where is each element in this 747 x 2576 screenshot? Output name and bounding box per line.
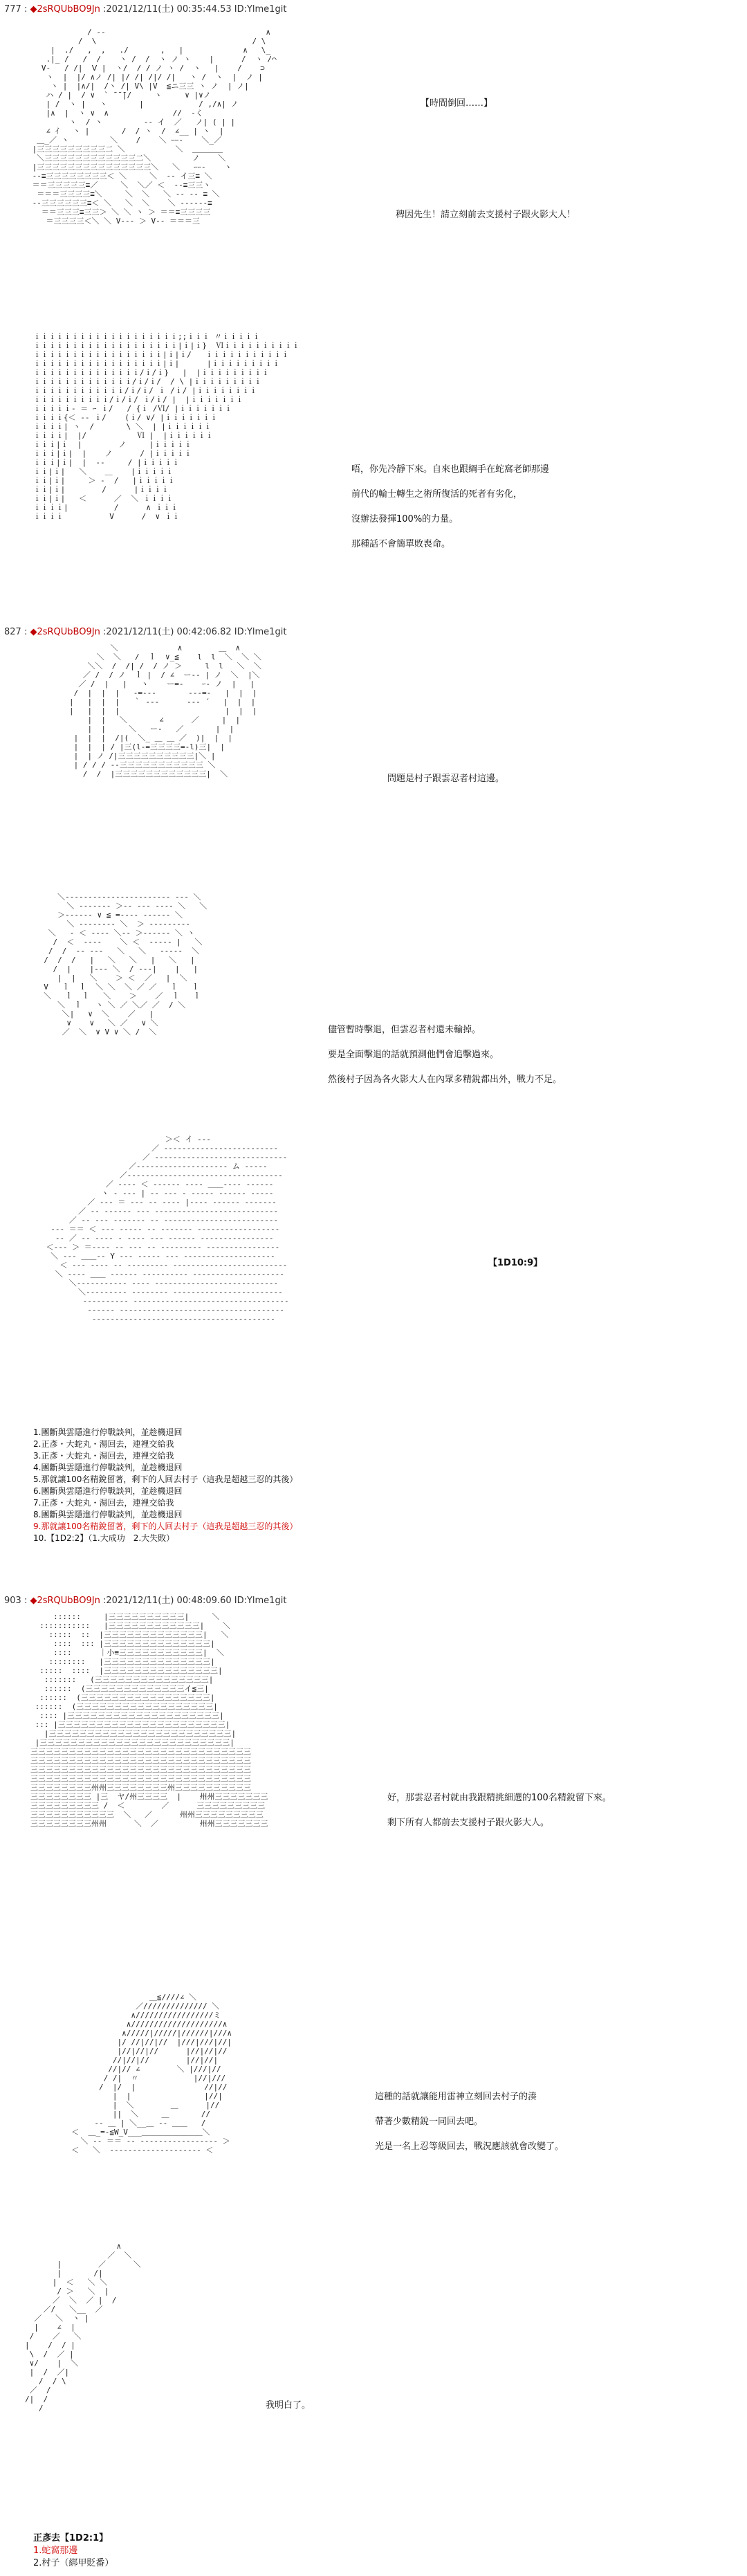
dialogue-line: 稗因先生！請立刻前去支援村子跟火影大人！ <box>396 210 576 220</box>
post-header: 777 : ◆2sRQUbBO9Jn :2021/12/11(土) 00:35:44.53 ID:Ylme1git <box>4 4 287 15</box>
ascii-art-figure: / ‐‐ ∧ / \ / \ | ./ , , ./ , | ∧ \_ .|_ / / / ヽ / / ヽ ノ ヽ | / ヽ /⌒ V‐ / /| Ⅴ | ヽ/ / / ノ ヽ / ヽ | / ⊃ ヽ | |/ ∧ノ /| |/ /| /|/ /| ヽ / ヽ | ノ | ヽ | |∧/| /ヽ /| V\ |V ≦ニ三三 ヽ ノ | ノ| ハ / | / ∨ ` ̄ ̄ ̄|/ ヽ ∨ |∨ノ | / ヽ | ヽ | / ,/∧| ノ |∧ | ヽ ∨ ∧ // ‐く ヽ / ヽ ‐‐ イ ／ ノ| ( | | ∠ ｲ ヽ | / / ヽ / ∠__ | ヽ | ＿_／ ヽ ＼ / ＼ ｰｰ‐ ＼_／ |三三三三三三三三三二 ＼ ＼ ＿＿＿＿ ＼三三三三三三三三三三三三二＼ ノ ＼ |三三三三三三三三三三三三三三三＼ ＼ ｰｰ‐ ヽ ‐‐≡三三三三三三三三＜ ＼ ＼ ‐‐ イ三≡ ＼ ＝＝三三三三三≡／ ＼ ＼／ ＜ ‐‐≡三三ヽ ＝＝＝三三三三≡＼ ＼ ＼ ＼ ‐‐ ‐‐ ≡ ＼ ‐‐三三三三三三≡＜ ＼ ＼ ＼ ＼ ‐‐‐‐‐‐≡ ＝＝三三三≡三三＞ ＼ ＼ ヽ ＞ ＝＝≡三三三三 ＝三三三三＜＼ ＼ V‐‐‐ ＞ V‐‐ ＝＝＝三 <box>32 28 277 226</box>
dialogue-block <box>375 2090 564 2164</box>
ascii-art-figure: ｉｉｉｉｉｉｉｉｉｉｉｉｉｉｉｉｉｉｉ;;ｉｉｉ 〃ｉｉｉｉｉ ｉｉｉｉｉｉｉｉｉｉｉｉｉｉｉｉｉｉｉ|ｉ|ｉ} Ⅵｉｉｉｉｉｉｉｉｉｉ ｉｉｉｉｉｉｉｉｉｉｉｉｉｉｉｉｉ|ｉ|ｉ/ ｉｉｉｉｉｉｉｉｉｉｉ ｉｉｉｉｉｉｉｉｉｉｉｉｉｉｉｉｉ|ｉ| |ｉｉｉｉｉｉｉｉｉ ｉｉｉｉｉｉｉｉｉｉｉｉｉｉ/ｉ/ｉ} | |ｉｉｉｉｉｉｉｉｉ ｉｉｉｉｉｉｉｉｉｉｉｉｉ/ｉ/ｉ/ / \ |ｉｉｉｉｉｉｉｉｉ ｉｉｉｉｉｉｉｉｉｉｉｉ/ｉ/ｉ/ ｉ /ｉ/ |ｉｉｉｉｉｉｉｉ ｉｉｉｉｉｉｉｉｉｉ/ｉ/ｉ/ ｉ/ｉ/ | |ｉｉｉｉｉｉｉ ｉｉｉｉｉ‐ ＝ ｰ ｉ/ / {ｉ /Ⅵ/ |ｉｉｉｉｉｉｉ ｉｉｉｉ{＜ ‐‐ ｉ/ (ｉ/ ∨/ |ｉｉｉｉｉｉｉ ｉｉｉｉ| ヽ / \ ＼ | |ｉｉｉｉｉｉ ｉｉｉｉ| |/ Ⅵ | |ｉｉｉｉｉｉ ｉｉｉ|ｉ | ノ |ｉｉｉｉｉ ｉｉｉ|ｉ| | ノ / |ｉｉｉｉｉ ｉｉｉ|ｉ| | ‐‐ / |ｉｉｉｉｉ ｉｉ|ｉ| ＼ ＿ |ｉｉｉｉｉ ｉｉ|ｉ| ＞ ‐ / |ｉｉｉｉｉ ｉｉ|ｉ| / |ｉｉｉｉ ｉｉ|ｉ| ＜ ／ ＼ ｉｉｉｉ ｉｉｉｉ| / ∧ ｉｉｉ ｉｉｉｉ V / ∨ ｉｉ <box>33 332 300 521</box>
diamond-icon: ◆ <box>30 1596 37 1606</box>
choice-item: 5.那就讓100名精銳留著，剩下的人回去村子（這我是超越三忍的其後） <box>33 1474 298 1484</box>
ascii-art-figure: ＼ ∧ ＿ ∧ ＼ ＼ / ｌ ∨_≦ l l ＼ ＼ ＼ ＼＼ / /| / / ノ ＞ l l ＼ ＼ ／ / / ノ ｌ | / ∠ ー‐‐ | ノ ＼ |＼ ／ / | | ヽ ー=‐ ｰ- ノ | | / | | | -=‐‐‐ ‐‐-=- | | | | | | | ｀ ‐‐‐ ‐‐‐ ´ | | | | | | | | | | | | ＼ ∠ ／ | | | | ＼ ー‐ ／ | | | | | /|( ＼_ ＿ ＿ ／ )| | | | | | / |三(l‐=三三三三=‐l)三| | | | ノ /|三三三三三三三三三三|＼ | | / / / ‐‐三三三三三三三三三三三 ＼ / / |三三三三三三三三三三三三| ＼ <box>69 643 261 778</box>
diamond-icon: ◆ <box>30 627 37 637</box>
result-option-selected: 1.蛇窩那邊 <box>33 2546 78 2556</box>
post-trip: 2sRQUbBO9Jn <box>37 4 100 15</box>
dialogue-line: 這種的話就讓能用雷神立刻回去村子的湊 <box>375 2092 537 2102</box>
dialogue-block <box>387 1791 611 1840</box>
ascii-art-figure: :::::: |三三三三三三三三三三| ＼ ::::::::::: |三三三三三三三三三三三三| ＼ ::::: :: |三三三三三三三三三三三三三| ＼ :::: ::: |三三三三三三三三三三三三三三| :::: ｜小≡三三三三三三三三三三三| ＼ :::::::: |三三三三三三三三三三三三三三| ::::: :::: |三三三三三三三三三三三三三三三| ::::::: (三三三三三三三三三三三三三三三| :::::: (三三三三三三三三三三三三三イ≦三| :::::: (三三三三三三三三三三三三三三三三三| :::::: (三三三三三三三三三三三三三三三三三三| :::: |三三三三三三三三三三三三三三三三三三三三| ::: |三三三三三三三三三三三三三三三三三三三三三三| |三三三三三三三三三三三三三三三三三三三三三三三三| |三三三三三三三三三三三三三三三三三三三三三三三三三| 三三三三三三三三三三三三三三三三三三三三三三三三三三三三三 三三三三三三三三三三三三三三三三三三三三三三三三三三三三三 三三三三三三三三三三三三三三三三三三三三三三三三三三三三三 三三三三三三三三三三三三三三三三三三三三三三三三三三三三三 三三三三三三三三州州三三三三三三三三州三三三三三三三三三三 三三三三三三三三 |三 ヤ/州三三三三 | 州州三三三三三三三 三三三三三三三三三 / ＜ ／ 三三三三三三三三三 三三三三三三三三三三三 ＼ ／ 州州三三三三三三三三三 三三三三三三三三州州 ＼ ／ 州州三三三三三三三 <box>30 1612 268 1828</box>
dialogue-line: 要是全面擊退的話就預測他們會追擊過來。 <box>328 1050 499 1060</box>
dialogue-line: 沒辦法發揮100%的力量。 <box>351 514 459 524</box>
dialogue-line: 前代的輪士轉生之術所復活的死者有劣化， <box>351 489 523 500</box>
dialogue-line: 剩下所有人都前去支援村子跟火影大人。 <box>387 1818 550 1828</box>
dialogue-line: 帶著少數精銳一同回去吧。 <box>375 2117 483 2127</box>
dice-result: 10.【1D2:2】（1.大成功 2.大失敗） <box>33 1533 175 1543</box>
dialogue-block <box>266 2398 311 2422</box>
dialogue-block <box>351 462 549 562</box>
dialogue-line: 唔，你先冷靜下來。自來也跟綱手在蛇窩老師那邊 <box>351 464 550 475</box>
post-trip: 2sRQUbBO9Jn <box>37 1596 100 1606</box>
ascii-art-figure: ＞＜ イ ‐‐‐ ／ ‐‐‐‐‐‐‐‐‐‐‐‐‐‐‐‐‐‐‐‐‐‐‐‐‐ ／ ‐‐‐‐‐‐‐‐‐‐‐‐‐‐‐‐‐‐‐‐‐‐‐‐‐‐‐‐‐ ／‐‐‐‐‐‐‐‐‐‐‐‐‐‐‐‐‐‐‐‐ ム ‐‐‐‐‐ ／‐‐‐‐‐‐‐‐‐‐‐‐‐‐‐‐‐‐‐‐‐‐‐‐‐‐‐‐‐‐‐‐‐‐ ／ ‐‐‐‐ ＜ ‐‐‐‐‐‐ ‐‐‐‐ ＿＿‐‐‐‐ ‐‐‐‐‐‐ ヽ ‐ ‐‐‐ | ‐‐ ‐‐‐ ‐ ‐‐‐‐‐ ‐‐‐‐‐‐ ‐‐‐‐‐ ／ ‐‐‐ ＝ ‐‐‐ ‐‐ ‐‐‐‐ |‐‐‐‐ ‐‐‐‐‐‐ ‐‐‐‐‐‐‐ ／ ‐‐ ‐‐‐‐‐‐ ‐‐‐ ‐‐‐‐‐‐‐‐‐‐‐‐‐‐‐‐‐‐‐‐‐‐‐‐‐‐‐ ／ ‐‐ ‐‐‐ ‐‐‐‐‐‐‐ ‐‐ ‐‐‐‐‐‐‐‐‐‐‐‐‐‐‐‐‐‐‐‐‐‐‐‐‐ ‐‐‐ ＝＝ ＜ ‐‐‐ ‐‐‐‐‐ ‐‐ ‐‐‐‐‐‐‐ ‐‐‐‐‐‐‐‐‐‐‐‐‐‐‐‐‐‐ ‐‐ ／ ‐‐ ‐‐‐‐ ‐ ‐‐‐‐ ‐‐‐ ‐‐‐‐‐‐ ‐‐‐‐‐‐‐‐‐‐‐‐‐‐‐‐ ＜‐‐‐ ＞ ＝‐‐‐‐ ‐‐ ‐‐‐ ‐‐ ‐‐‐‐‐‐‐‐‐ ‐‐‐‐‐‐‐‐‐‐‐‐‐‐‐‐ ＼ ‐‐‐ ＿＿‐‐ Y ‐‐‐ ‐‐‐‐‐ ‐‐‐ ‐‐‐‐‐‐‐‐‐‐‐‐‐‐‐‐‐‐‐‐ ＜ ‐‐‐ ‐‐‐‐ ‐‐ ‐‐‐‐‐‐‐‐‐ ‐‐‐‐‐‐‐‐‐‐‐‐‐‐‐‐‐‐‐‐‐‐‐‐‐ ＼ ‐‐‐‐ ＿＿ ‐‐‐‐‐‐ ‐‐‐‐‐‐‐‐‐‐ ‐‐‐‐‐‐‐‐‐‐‐‐‐‐‐‐‐‐‐‐ ＼‐‐‐‐‐‐‐‐‐‐‐ ‐‐‐‐ ‐‐‐‐‐‐‐‐‐‐‐‐‐‐‐‐‐‐‐‐‐‐‐‐‐‐‐ ＼‐‐‐‐‐‐‐‐‐ ‐‐‐‐‐‐‐‐ ‐‐‐‐‐‐‐‐‐‐‐‐‐‐‐‐‐‐‐‐‐‐‐‐ ‐‐‐‐‐‐‐‐‐‐ ‐‐‐‐‐‐‐‐‐‐‐‐‐‐‐‐‐‐‐‐‐‐‐‐‐‐‐‐‐‐‐‐‐‐ ‐‐‐‐‐‐ ‐‐‐‐‐‐‐‐‐‐‐‐‐‐‐‐‐‐‐‐‐‐‐‐‐‐‐‐‐‐‐‐‐‐‐‐ ‐‐‐‐‐‐‐‐‐‐‐‐‐‐‐‐‐‐‐‐‐‐‐‐‐‐‐‐‐‐‐‐‐‐‐‐‐‐‐‐ <box>46 1135 289 1324</box>
dialogue-line: 那種話不會簡單敗喪命。 <box>351 539 451 549</box>
dialogue-line: 好，那雲忍者村就由我跟精挑細選的100名精銳留下來。 <box>387 1793 611 1803</box>
choice-item: 1.團斷與雲隱進行停戰談判，並趁機退回 <box>33 1427 183 1437</box>
dice-label: 【1D10:9】 <box>488 1258 543 1268</box>
post-trip: 2sRQUbBO9Jn <box>37 627 100 637</box>
dialogue-line: 光是一名上忍等級回去，戰況應該就會改變了。 <box>375 2141 564 2152</box>
dialogue-block <box>396 208 575 231</box>
ascii-art-figure: ＼‐‐‐‐‐‐‐‐‐‐‐‐‐‐‐‐‐‐‐‐‐‐‐ ‐‐‐ ＼ ＼ ‐‐‐‐‐‐‐ ＞‐‐ ‐‐‐ ‐‐‐‐ ＼ ＼ ＞‐‐‐‐‐‐ ∨ ≦ =‐‐‐‐ ‐‐‐‐‐‐ ＼ ＼ ‐‐‐‐‐‐‐‐ ＼ ＞ ‐‐‐‐‐‐‐‐‐ ＼ ‐ ＜ ‐‐‐‐ ＼‐‐ ＞‐‐‐‐‐‐ ＼ ヽ / ＜ ‐‐‐‐ ＼ ＜ ‐‐‐‐‐ | ＼ / / ‐‐ ‐‐‐ ＼ ＼ ‐‐‐‐‐ ＼ / / / | ＼ ＼ | ＼ | / | |‐‐‐ ＼ / ‐‐‐| | | | | ＼ ＞ ＜ ／ | ＼ V ｌ ｌ ＼ ＼ ＼ ／ ／ ｌ ｌ ＼ ｌ ｌ ＼ ＞ ／ ｌ ｌ ＼ ｌ ヽ ＼ ／ ＼／ ／ / ＼ ＼| ∨ ＼ ／ | ∨ ∨ ＼ ／ ∨ ＼ ／ ＼ ∨ V ∨ ＼ / ＼ <box>44 893 208 1036</box>
dialogue-line: 然後村子因為各火影大人在內眾多精銳都出外，戰力不足。 <box>328 1075 562 1085</box>
result-title: 正彥去【1D2:1】 <box>33 2533 109 2543</box>
choice-item: 7.正彥・大蛇丸・湯回去，連裡交給我 <box>33 1498 174 1508</box>
choice-item: 8.團斷與雲隱進行停戰談判，並趁機退回 <box>33 1510 183 1519</box>
post-header: 827 : ◆2sRQUbBO9Jn :2021/12/11(土) 00:42:06.82 ID:Ylme1git <box>4 627 287 637</box>
dialogue-line: 問題是村子跟雲忍者村這邊。 <box>387 774 505 784</box>
dialogue-block <box>387 771 504 795</box>
choice-item: 4.團斷與雲隱進行停戰談判，並趁機退回 <box>33 1463 183 1472</box>
ascii-art-figure: ∧ ／ ＼ | ／ ＼ | /| | ＜ ＼ ＼ / ＞ ＼ | ／ ＼ ／ | / ／/ ＼__ ／ ／ ＼ ヽ | | ∠ | / ／ ＼ | / / | \ / ／ | ∨/ | ＼ | / ／| / / \ ／ / /| / / <box>25 2242 141 2413</box>
choice-list <box>33 1427 297 1544</box>
choice-item: 2.正彥・大蛇丸・湯回去，連裡交給我 <box>33 1439 174 1449</box>
diamond-icon: ◆ <box>30 4 37 15</box>
post-meta: 2021/12/11(土) 00:48:09.60 ID:Ylme1git <box>106 1596 287 1606</box>
choice-item-selected: 9.那就讓100名精銳留著，剩下的人回去村子（這我是超越三忍的其後） <box>33 1522 298 1531</box>
dialogue-block <box>328 1023 562 1097</box>
post-number[interactable]: 903 <box>4 1596 21 1606</box>
post-number[interactable]: 777 <box>4 4 21 15</box>
post-number[interactable]: 827 <box>4 627 21 637</box>
choice-item: 3.正彥・大蛇丸・湯回去，連裡交給我 <box>33 1451 174 1461</box>
choice-item: 6.團斷與雲隱進行停戰談判，並趁機退回 <box>33 1486 183 1496</box>
dialogue-line: 儘管暫時擊退，但雲忍者村還未輸掉。 <box>328 1025 481 1035</box>
dice-result-block <box>33 2532 113 2570</box>
result-option: 2.村子（綁甲貶番） <box>33 2558 114 2568</box>
post-meta: 2021/12/11(土) 00:35:44.53 ID:Ylme1git <box>106 4 287 15</box>
post-meta: 2021/12/11(土) 00:42:06.82 ID:Ylme1git <box>106 627 287 637</box>
ascii-art-figure: ＿≦////∠ ＼ ／////////////// ＼ ∧/////////////////ミ ∧////////////////////∧ ∧/////|/////|//////|///∧ |/ //|//|// |///|///|//| |//|//|// |//|//|// //|//|// |//|//| //|// ∠ ＼ |///|// / /| 〃 |//|/// / |/ | //|// | | |//| | ＼ ＿ |// || ＼ ＿ // ‐‐ ＿ | ＼__＿ ‐‐ ＿＿ / ＜ ＿_=‐≦W_V___＿＿＿＿＿＿＿＿＼ ＼ ‐‐ ＝＝ ‐‐ ‐‐‐‐‐‐‐‐‐‐‐‐‐‐‐‐‐ ＞ ＜ ＼ ‐‐‐‐‐‐‐‐‐‐‐‐‐‐‐‐‐‐‐‐ ＜ <box>71 1993 232 2155</box>
dialogue-line: 我明白了。 <box>266 2400 311 2411</box>
post-header: 903 : ◆2sRQUbBO9Jn :2021/12/11(土) 00:48:09.60 ID:Ylme1git <box>4 1596 287 1606</box>
scene-bracket-text: 【時間倒回……】 <box>421 98 493 109</box>
